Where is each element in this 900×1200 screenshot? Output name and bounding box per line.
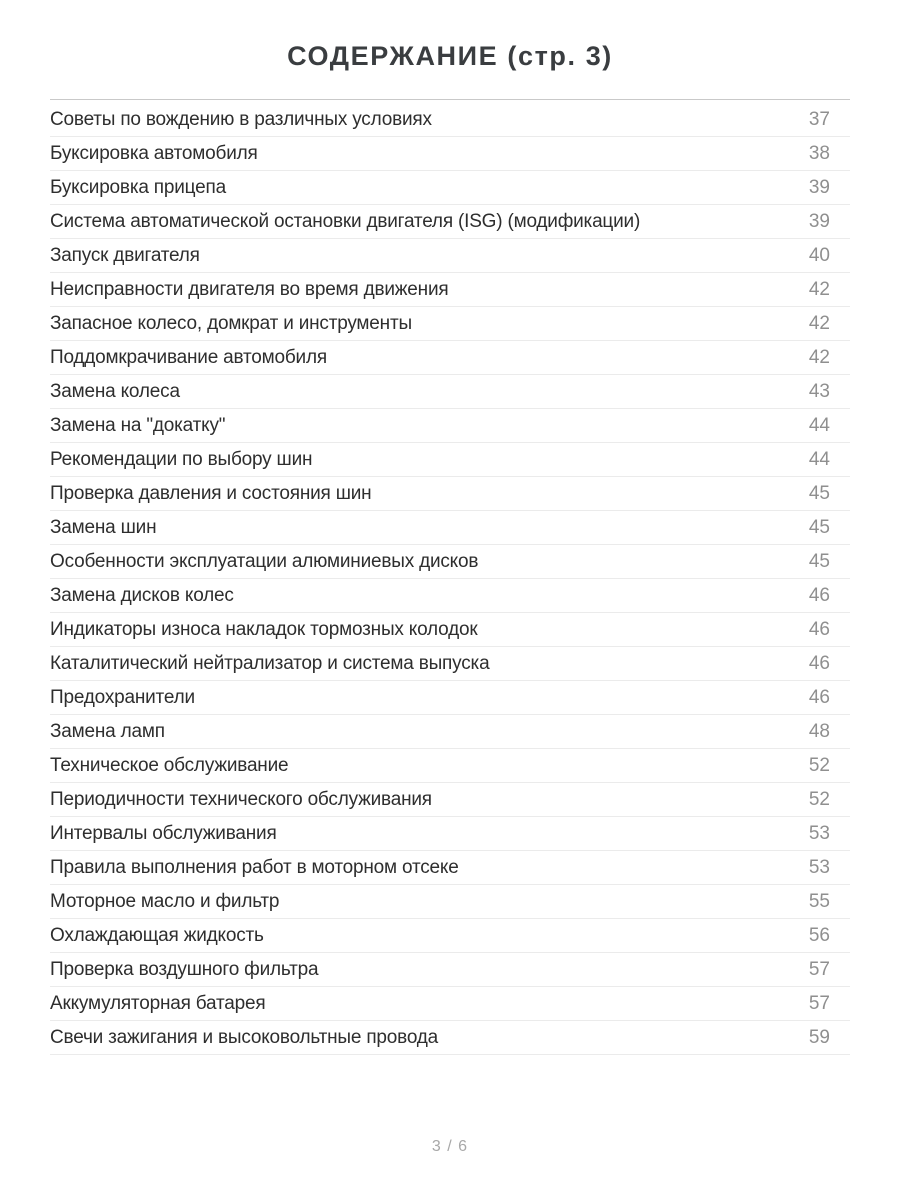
toc-entry-title: Каталитический нейтрализатор и система выпуска xyxy=(50,652,490,674)
toc-entry-title: Интервалы обслуживания xyxy=(50,822,277,844)
toc-row[interactable] xyxy=(50,851,850,885)
toc-row[interactable] xyxy=(50,919,850,953)
toc-row[interactable] xyxy=(50,477,850,511)
toc-row[interactable] xyxy=(50,987,850,1021)
toc-entry-title: Индикаторы износа накладок тормозных колодок xyxy=(50,618,478,640)
toc-entry-title: Замена дисков колес xyxy=(50,584,234,606)
toc-entry-page: 55 xyxy=(808,890,830,912)
toc-entry-page: 39 xyxy=(808,176,830,198)
toc-entry-page: 38 xyxy=(808,142,830,164)
toc-row[interactable] xyxy=(50,885,850,919)
toc-entry-page: 46 xyxy=(808,618,830,640)
toc-entry-title: Проверка воздушного фильтра xyxy=(50,958,319,980)
toc-row[interactable] xyxy=(50,443,850,477)
toc-row[interactable] xyxy=(50,239,850,273)
toc-entry-title: Советы по вождению в различных условиях xyxy=(50,108,432,130)
toc-row[interactable] xyxy=(50,1021,850,1055)
toc-row[interactable] xyxy=(50,749,850,783)
toc-entry-title: Запуск двигателя xyxy=(50,244,200,266)
toc-row[interactable] xyxy=(50,171,850,205)
toc-entry-title: Буксировка автомобиля xyxy=(50,142,258,164)
toc-row[interactable] xyxy=(50,375,850,409)
toc-entry-page: 53 xyxy=(808,822,830,844)
toc-row[interactable] xyxy=(50,205,850,239)
toc-entry-title: Буксировка прицепа xyxy=(50,176,226,198)
toc-entry-page: 44 xyxy=(808,448,830,470)
toc-row[interactable] xyxy=(50,409,850,443)
toc-entry-page: 52 xyxy=(808,754,830,776)
toc-entry-title: Проверка давления и состояния шин xyxy=(50,482,372,504)
toc-entry-page: 44 xyxy=(808,414,830,436)
toc-entry-page: 52 xyxy=(808,788,830,810)
toc-entry-title: Поддомкрачивание автомобиля xyxy=(50,346,327,368)
toc-entry-page: 42 xyxy=(808,312,830,334)
toc-entry-title: Правила выполнения работ в моторном отсеке xyxy=(50,856,459,878)
toc-entry-title: Охлаждающая жидкость xyxy=(50,924,264,946)
toc-entry-page: 57 xyxy=(808,992,830,1014)
toc-entry-title: Моторное масло и фильтр xyxy=(50,890,280,912)
toc-row[interactable] xyxy=(50,817,850,851)
toc-list xyxy=(50,100,850,1055)
toc-row[interactable] xyxy=(50,511,850,545)
toc-entry-title: Предохранители xyxy=(50,686,195,708)
toc-row[interactable] xyxy=(50,579,850,613)
toc-entry-title: Замена колеса xyxy=(50,380,180,402)
toc-entry-title: Аккумуляторная батарея xyxy=(50,992,266,1014)
toc-row[interactable] xyxy=(50,783,850,817)
toc-entry-title: Техническое обслуживание xyxy=(50,754,289,776)
toc-entry-title: Замена шин xyxy=(50,516,157,538)
toc-entry-title: Особенности эксплуатации алюминиевых дисков xyxy=(50,550,479,572)
toc-entry-title: Замена на "докатку" xyxy=(50,414,226,436)
toc-entry-title: Периодичности технического обслуживания xyxy=(50,788,432,810)
toc-entry-page: 46 xyxy=(808,584,830,606)
toc-row[interactable] xyxy=(50,613,850,647)
toc-row[interactable] xyxy=(50,137,850,171)
toc-entry-page: 53 xyxy=(808,856,830,878)
toc-row[interactable] xyxy=(50,681,850,715)
page-indicator: 3 / 6 xyxy=(431,1138,469,1155)
toc-row[interactable] xyxy=(50,103,850,137)
toc-entry-page: 42 xyxy=(808,346,830,368)
toc-row[interactable] xyxy=(50,273,850,307)
toc-entry-title: Система автоматической остановки двигателя (ISG) (модификации) xyxy=(50,210,641,232)
toc-entry-title: Рекомендации по выбору шин xyxy=(50,448,313,470)
toc-row[interactable] xyxy=(50,341,850,375)
toc-row[interactable] xyxy=(50,647,850,681)
toc-entry-page: 45 xyxy=(808,550,830,572)
toc-entry-page: 45 xyxy=(808,516,830,538)
toc-entry-page: 39 xyxy=(808,210,830,232)
toc-entry-page: 48 xyxy=(808,720,830,742)
toc-entry-title: Свечи зажигания и высоковольтные провода xyxy=(50,1026,439,1048)
page-title: СОДЕРЖАНИЕ (стр. 3) xyxy=(287,41,613,71)
toc-entry-page: 43 xyxy=(808,380,830,402)
toc-entry-page: 57 xyxy=(808,958,830,980)
toc-row[interactable] xyxy=(50,715,850,749)
toc-entry-page: 45 xyxy=(808,482,830,504)
toc-entry-title: Запасное колесо, домкрат и инструменты xyxy=(50,312,412,334)
toc-entry-page: 46 xyxy=(808,652,830,674)
toc-entry-page: 46 xyxy=(808,686,830,708)
toc-entry-page: 42 xyxy=(808,278,830,300)
toc-entry-title: Неисправности двигателя во время движения xyxy=(50,278,449,300)
toc-entry-page: 59 xyxy=(808,1026,830,1048)
toc-row[interactable] xyxy=(50,953,850,987)
toc-entry-page: 56 xyxy=(808,924,830,946)
toc-entry-page: 40 xyxy=(808,244,830,266)
toc-entry-title: Замена ламп xyxy=(50,720,165,742)
toc-entry-page: 37 xyxy=(808,108,830,130)
toc-row[interactable] xyxy=(50,545,850,579)
toc-row[interactable] xyxy=(50,307,850,341)
